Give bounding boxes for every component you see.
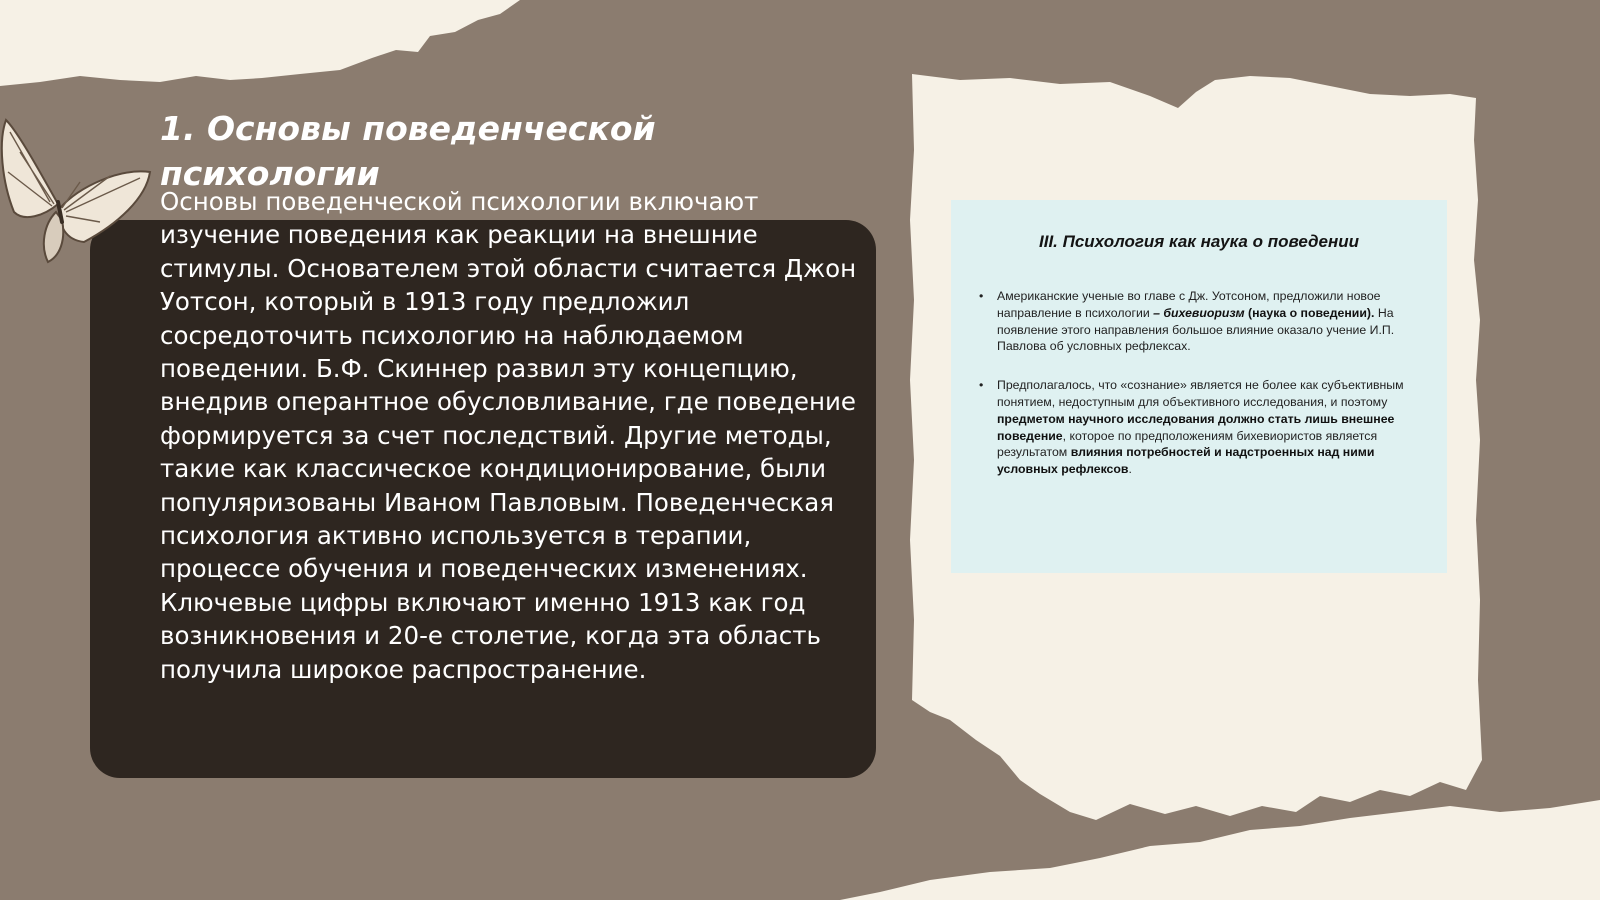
list-text: На появление этого направления большое влияние оказало учение И.П. Павлова об условных рефлексах. bbox=[997, 305, 1395, 354]
list-text-bold: влияния потребностей и надстроенных над ними условных рефлексов bbox=[997, 445, 1375, 477]
page-title: 1. Основы поведенческой психологии bbox=[160, 109, 656, 193]
slide-bullet-list bbox=[971, 288, 1416, 478]
torn-paper-top-left bbox=[0, 0, 520, 86]
butterfly-icon bbox=[0, 112, 160, 272]
body-paragraph: Основы поведенческой психологии включают изучение поведения как реакции на внешние стимулы. Основателем этой области считается Джон Уотсон, который в 1913 году предложил сосредоточить психологию на наблюдаемом поведении. Б.Ф. Скиннер развил эту концепцию, внедрив оперантное обусловливание, где поведение формируется за счет последствий. Другие методы, такие как классическое кондиционирование, были популяризованы Иваном Павловым. Поведенческая психология активно используется в терапии, процессе обучения и поведенческих изменениях. Ключевые цифры включают именно 1913 как год возникновения и 20-е столетие, когда эта область получила широкое распространение. bbox=[160, 187, 857, 684]
list-text: . bbox=[1128, 462, 1132, 477]
embedded-slide bbox=[951, 200, 1447, 573]
list-text-bold: (наука о поведении). bbox=[1244, 305, 1375, 320]
list-item bbox=[971, 288, 1416, 355]
list-text-emphasis: – бихевиоризм bbox=[1153, 305, 1245, 320]
list-item bbox=[971, 377, 1416, 478]
list-text: Американские ученые во главе с Дж. Уотсоном, предложили новое направление в психологии bbox=[997, 289, 1381, 320]
list-text-bold: предметом научного исследования должно стать лишь внешнее поведение bbox=[997, 411, 1395, 443]
bullet-icon: • bbox=[979, 378, 984, 393]
list-text: , которое по предположениям бихевиористов является результатом bbox=[997, 428, 1378, 460]
bullet-icon: • bbox=[979, 289, 984, 303]
slide-title: III. Психология как наука о поведении bbox=[1039, 232, 1359, 251]
torn-paper-bottom bbox=[840, 800, 1600, 900]
list-text: Предполагалось, что «сознание» является не более как субъективным понятием, недоступным для объективного исследования, и поэтому bbox=[997, 378, 1404, 409]
